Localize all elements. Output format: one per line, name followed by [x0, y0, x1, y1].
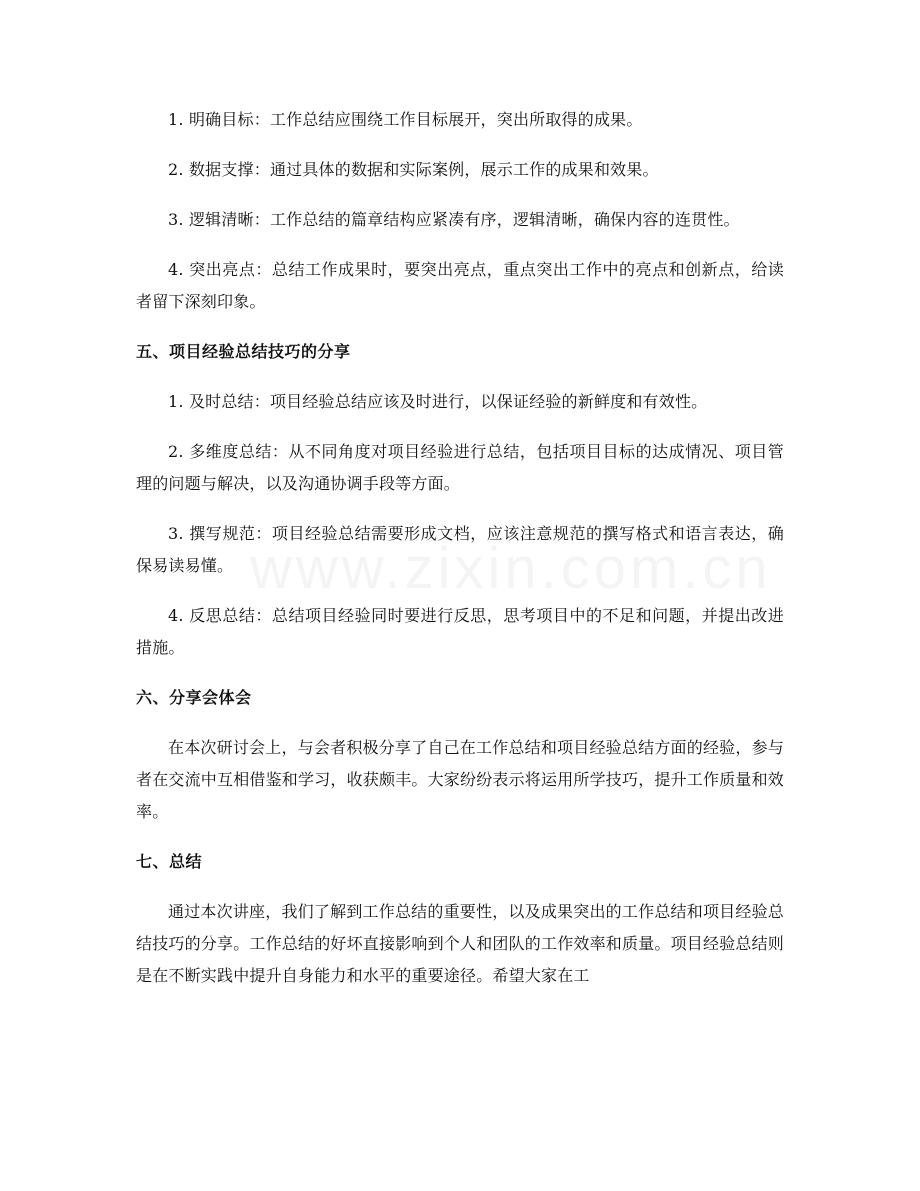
- list-item: 4. 突出亮点：总结工作成果时，要突出亮点，重点突出工作中的亮点和创新点，给读者留下深刻印象。: [136, 260, 784, 311]
- list-item: 4. 反思总结：总结项目经验同时要进行反思，思考项目中的不足和问题，并提出改进措施。: [136, 606, 784, 657]
- list-item: 3. 逻辑清晰：工作总结的篇章结构应紧凑有序，逻辑清晰，确保内容的连贯性。: [168, 210, 740, 229]
- body-paragraph: 通过本次讲座，我们了解到工作总结的重要性，以及成果突出的工作总结和项目经验总结技巧的分享。工作总结的好坏直接影响到个人和团队的工作效率和质量。项目经验总结则是在不断实践中提升自身能力和水平的重要途径。希望大家在工: [136, 902, 785, 985]
- list-item: 3. 撰写规范：项目经验总结需要形成文档，应该注意规范的撰写格式和语言表达，确保易读易懂。: [136, 524, 784, 575]
- section-heading: 六、分享会体会: [136, 688, 252, 707]
- document-page: [136, 104, 784, 992]
- list-item: 2. 多维度总结：从不同角度对项目经验进行总结，包括项目目标的达成情况、项目管理的问题与解决，以及沟通协调手段等方面。: [136, 442, 784, 493]
- list-item: 2. 数据支撑：通过具体的数据和实际案例，展示工作的成果和效果。: [168, 160, 659, 179]
- list-item: 1. 明确目标：工作总结应围绕工作目标展开，突出所取得的成果。: [168, 110, 643, 129]
- list-item: 1. 及时总结：项目经验总结应该及时进行，以保证经验的新鲜度和有效性。: [168, 392, 708, 411]
- section-heading: 五、项目经验总结技巧的分享: [136, 342, 351, 361]
- section-heading: 七、总结: [136, 852, 203, 871]
- body-paragraph: 在本次研讨会上，与会者积极分享了自己在工作总结和项目经验总结方面的经验，参与者在交流中互相借鉴和学习，收获颇丰。大家纷纷表示将运用所学技巧，提升工作质量和效率。: [136, 738, 785, 821]
